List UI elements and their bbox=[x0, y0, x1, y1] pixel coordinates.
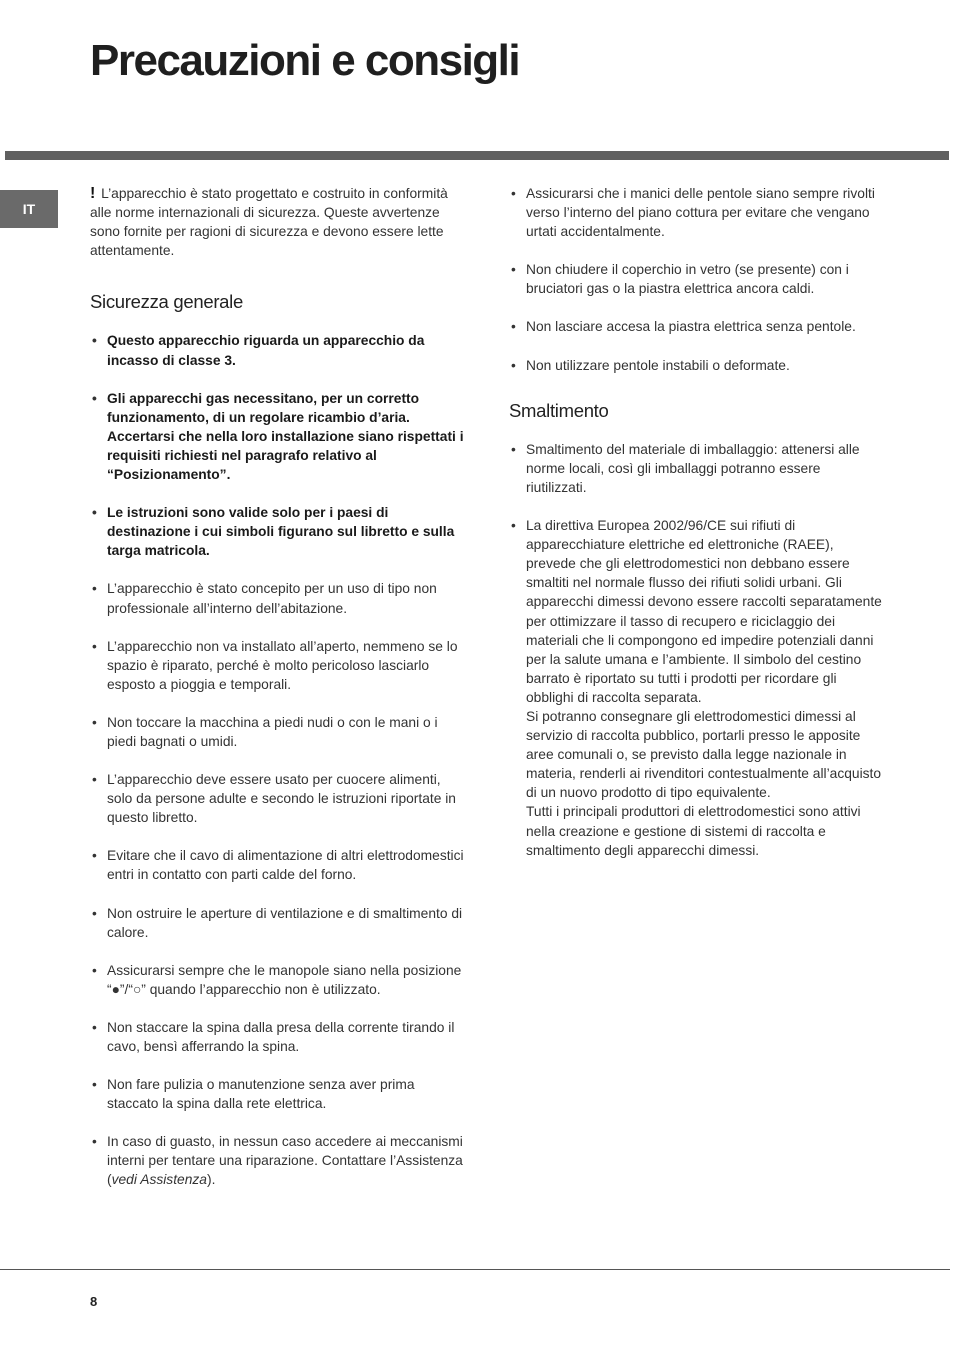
list-item: • Non toccare la macchina a piedi nudi o con le mani o i piedi bagnati o umidi. bbox=[90, 713, 465, 751]
intro-paragraph bbox=[90, 184, 465, 260]
page-title: Precauzioni e consigli bbox=[90, 36, 520, 85]
usage-list bbox=[509, 184, 884, 375]
list-item: • Assicurarsi sempre che le manopole siano nella posizione “●”/“○” quando l’apparecchio non è utilizzato. bbox=[90, 961, 465, 999]
left-column bbox=[90, 184, 465, 1209]
list-item: • Non ostruire le aperture di ventilazione e di smaltimento di calore. bbox=[90, 904, 465, 942]
list-item: • Evitare che il cavo di alimentazione di altri elettrodomestici entri in contatto con parti calde del forno. bbox=[90, 846, 465, 884]
right-column bbox=[509, 184, 884, 879]
page-number: 8 bbox=[90, 1294, 98, 1309]
list-item bbox=[509, 516, 884, 860]
section-heading-sicurezza: Sicurezza generale bbox=[90, 291, 243, 313]
list-item-paragraph: • La direttiva Europea 2002/96/CE sui rifiuti di apparecchiature elettriche ed elettroniche (RAEE), prevede che gli elettrodomestici non debbano essere smaltiti nel normale flusso dei rifiuti solidi urbani. Gli apparecchi dimessi devono essere raccolti separatamente per ottimizzare il tasso di recupero e riciclaggio dei materiali che li compongono ed impedire potenziali danni per la salute umana e l’ambiente. Il simbolo del cestino barrato è riportato su tutti i prodotti per ricordare gli obblighi di raccolta separata. bbox=[526, 518, 882, 705]
list-item: • Non utilizzare pentole instabili o deformate. bbox=[509, 356, 884, 375]
list-item: • L’apparecchio non va installato all’aperto, nemmeno se lo spazio è riparato, perché è molto pericoloso lasciarlo esposto a pioggia e temporali. bbox=[90, 637, 465, 694]
safety-list bbox=[90, 331, 465, 1189]
list-item-paragraph: Tutti i principali produttori di elettrodomestici sono attivi nella creazione e gestione di sistemi di raccolta e smaltimento degli apparecchi dimessi. bbox=[526, 804, 861, 858]
list-item-text: ). bbox=[206, 1172, 216, 1188]
language-tab: IT bbox=[0, 190, 58, 228]
list-item: • L’apparecchio deve essere usato per cuocere alimenti, solo da persone adulte e secondo le istruzioni riportate in questo libretto. bbox=[90, 770, 465, 827]
footer-divider bbox=[0, 1269, 950, 1270]
list-item: • Non lasciare accesa la piastra elettrica senza pentole. bbox=[509, 317, 884, 336]
list-item: • Non fare pulizia o manutenzione senza aver prima staccato la spina dalla rete elettrica. bbox=[90, 1075, 465, 1113]
list-item: • Questo apparecchio riguarda un apparecchio da incasso di classe 3. bbox=[90, 331, 465, 369]
intro-text: L’apparecchio è stato progettato e costruito in conformità alle norme internazionali di sicurezza. Queste avvertenze sono fornite per ragioni di sicurezza e devono essere lette attentamente. bbox=[90, 186, 448, 259]
list-item: • Le istruzioni sono valide solo per i paesi di destinazione i cui simboli figurano sul libretto e sulla targa matricola. bbox=[90, 503, 465, 560]
list-item-text: In caso di guasto, in nessun caso accedere ai meccanismi interni per tentare una riparazione. Contattare l’Assistenza ( bbox=[107, 1134, 463, 1188]
list-item bbox=[90, 1132, 465, 1189]
list-item: • Assicurarsi che i manici delle pentole siano sempre rivolti verso l’interno del piano cottura per evitare che vengano urtati accidentalmente. bbox=[509, 184, 884, 241]
assistenza-reference: vedi Assistenza bbox=[111, 1172, 207, 1188]
section-heading-smaltimento: Smaltimento bbox=[509, 399, 609, 421]
list-item: • Gli apparecchi gas necessitano, per un corretto funzionamento, di un regolare ricambio d’aria. Accertarsi che nella loro installazione siano rispettati i requisiti richiesti nel paragrafo relativo al “Posizionamento”. bbox=[90, 389, 465, 484]
disposal-list bbox=[509, 440, 884, 860]
list-item-paragraph: Si potranno consegnare gli elettrodomestici dimessi al servizio di raccolta pubblico, portarli presso le apposite aree comunali o, se previsto dalla legge nazionale in materia, renderli ai rivenditori contestualmente all’acquisto di un nuovo prodotto di tipo equivalente. bbox=[526, 708, 882, 801]
list-item: • L’apparecchio è stato concepito per un uso di tipo non professionale all’interno dell’abitazione. bbox=[90, 579, 465, 617]
warning-mark: ! bbox=[90, 185, 96, 202]
header-divider bbox=[5, 151, 949, 160]
list-item: • Non chiudere il coperchio in vetro (se presente) con i bruciatori gas o la piastra elettrica ancora caldi. bbox=[509, 260, 884, 298]
list-item: • Smaltimento del materiale di imballaggio: attenersi alle norme locali, così gli imballaggi potranno essere riutilizzati. bbox=[509, 440, 884, 497]
list-item: • Non staccare la spina dalla presa della corrente tirando il cavo, bensì afferrando la spina. bbox=[90, 1018, 465, 1056]
